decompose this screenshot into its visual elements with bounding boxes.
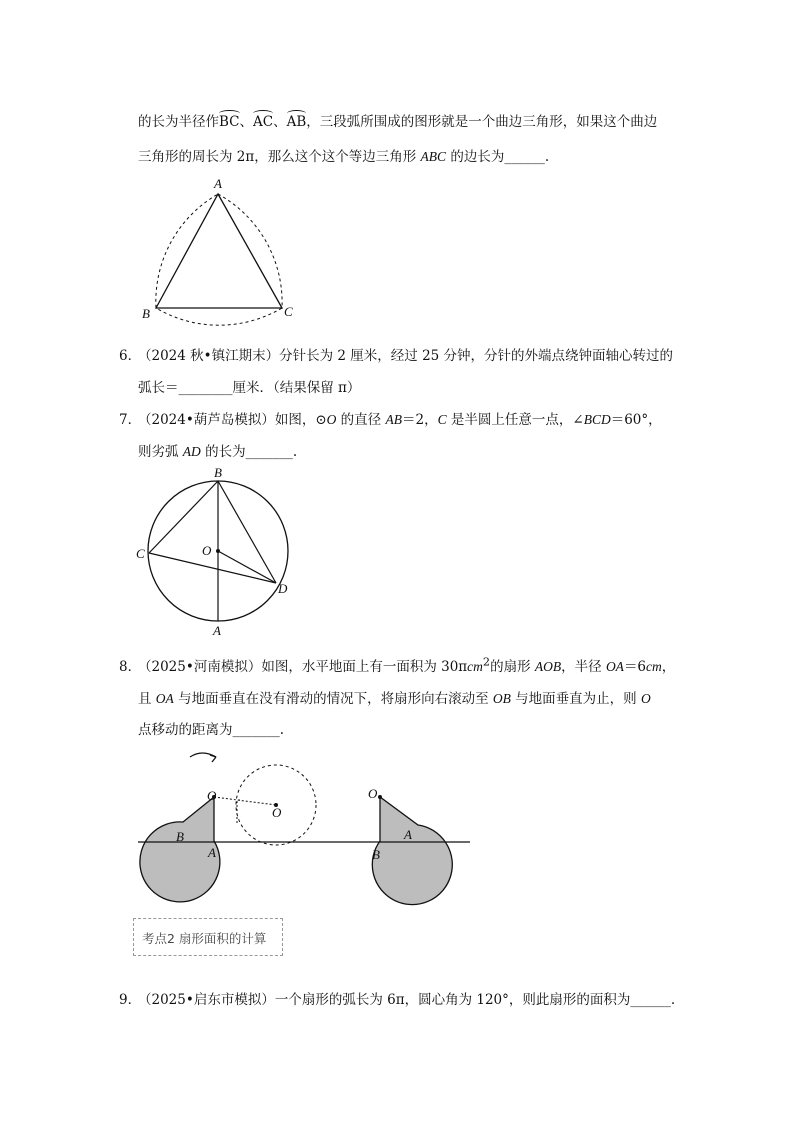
label-a: A	[213, 623, 221, 638]
path-o	[214, 797, 276, 805]
q6-number: 6．	[119, 348, 142, 364]
q7-number: 7．	[119, 412, 142, 428]
rotate-arrow-icon	[190, 753, 216, 757]
chord-cd	[149, 553, 276, 583]
label-a: A	[214, 176, 222, 191]
q7-line1: （2024•葫芦岛模拟）如图，⊙O 的直径 AB＝2，C 是半圆上任意一点，∠BCD＝60°，	[138, 412, 662, 428]
label-o3: O	[368, 786, 378, 801]
label-d: D	[278, 581, 288, 596]
q7-line2: 则劣弧 AD 的长为_______.	[138, 444, 298, 460]
curved-triangle-arcs	[156, 194, 282, 325]
q9-line1: （2025•启东市模拟）一个扇形的弧长为 6π，圆心角为 120°，则此扇形的面积为______.	[138, 992, 676, 1008]
kaodian-box	[133, 918, 283, 956]
label-o1: O	[207, 788, 217, 803]
q5-figure-triangle	[130, 170, 310, 330]
q7-figure-circle	[130, 465, 300, 640]
label-b: B	[142, 306, 150, 321]
label-c: C	[136, 546, 145, 561]
dashed-right-angle	[237, 800, 242, 823]
sector-end	[372, 797, 452, 905]
q5-line2: 三角形的周长为 2π，那么这个这个等边三角形 ABC 的边长为______.	[138, 149, 550, 165]
kaodian-label: 考点2 扇形面积的计算	[142, 931, 267, 946]
label-o2: O	[272, 805, 282, 820]
q8-number: 8．	[119, 659, 142, 675]
q6-line1: （2024 秋•镇江期末）分针长为 2 厘米，经过 25 分钟，分针的外端点绕钟面轴心转过的	[138, 348, 674, 364]
q8-line3: 点移动的距离为_______.	[138, 722, 285, 738]
label-b2: B	[372, 847, 380, 862]
label-b: B	[214, 465, 222, 480]
chord-bd	[218, 481, 276, 583]
center-end	[378, 795, 382, 799]
label-a2: A	[404, 827, 412, 842]
label-b1: B	[176, 829, 184, 844]
triangle-abc	[156, 194, 282, 308]
arrowhead-icon	[210, 755, 216, 762]
center-o	[216, 549, 220, 553]
q8-figure-rolling-sector	[130, 745, 480, 865]
q5-line1: 的长为半径作BC、AC、AB，三段弧所围成的图形就是一个曲边三角形，如果这个曲边	[138, 114, 658, 130]
label-a1: A	[208, 845, 216, 860]
q6-line2: 弧长＝________厘米．（结果保留 π）	[138, 380, 361, 396]
arc-ab: AB	[286, 114, 307, 130]
q9-number: 9．	[119, 992, 142, 1008]
arc-bc: BC	[219, 114, 240, 130]
arc-ac: AC	[253, 114, 274, 130]
q8-line1: （2025•河南模拟）如图，水平地面上有一面积为 30πcm$^2$的扇形 AOB，半径 OA＝6cm，	[138, 655, 676, 675]
label-c: C	[284, 304, 293, 319]
label-o: O	[202, 543, 212, 558]
q8-line2: 且 OA 与地面垂直在没有滑动的情况下，将扇形向右滚动至 OB 与地面垂直为止，则 O	[138, 691, 651, 707]
